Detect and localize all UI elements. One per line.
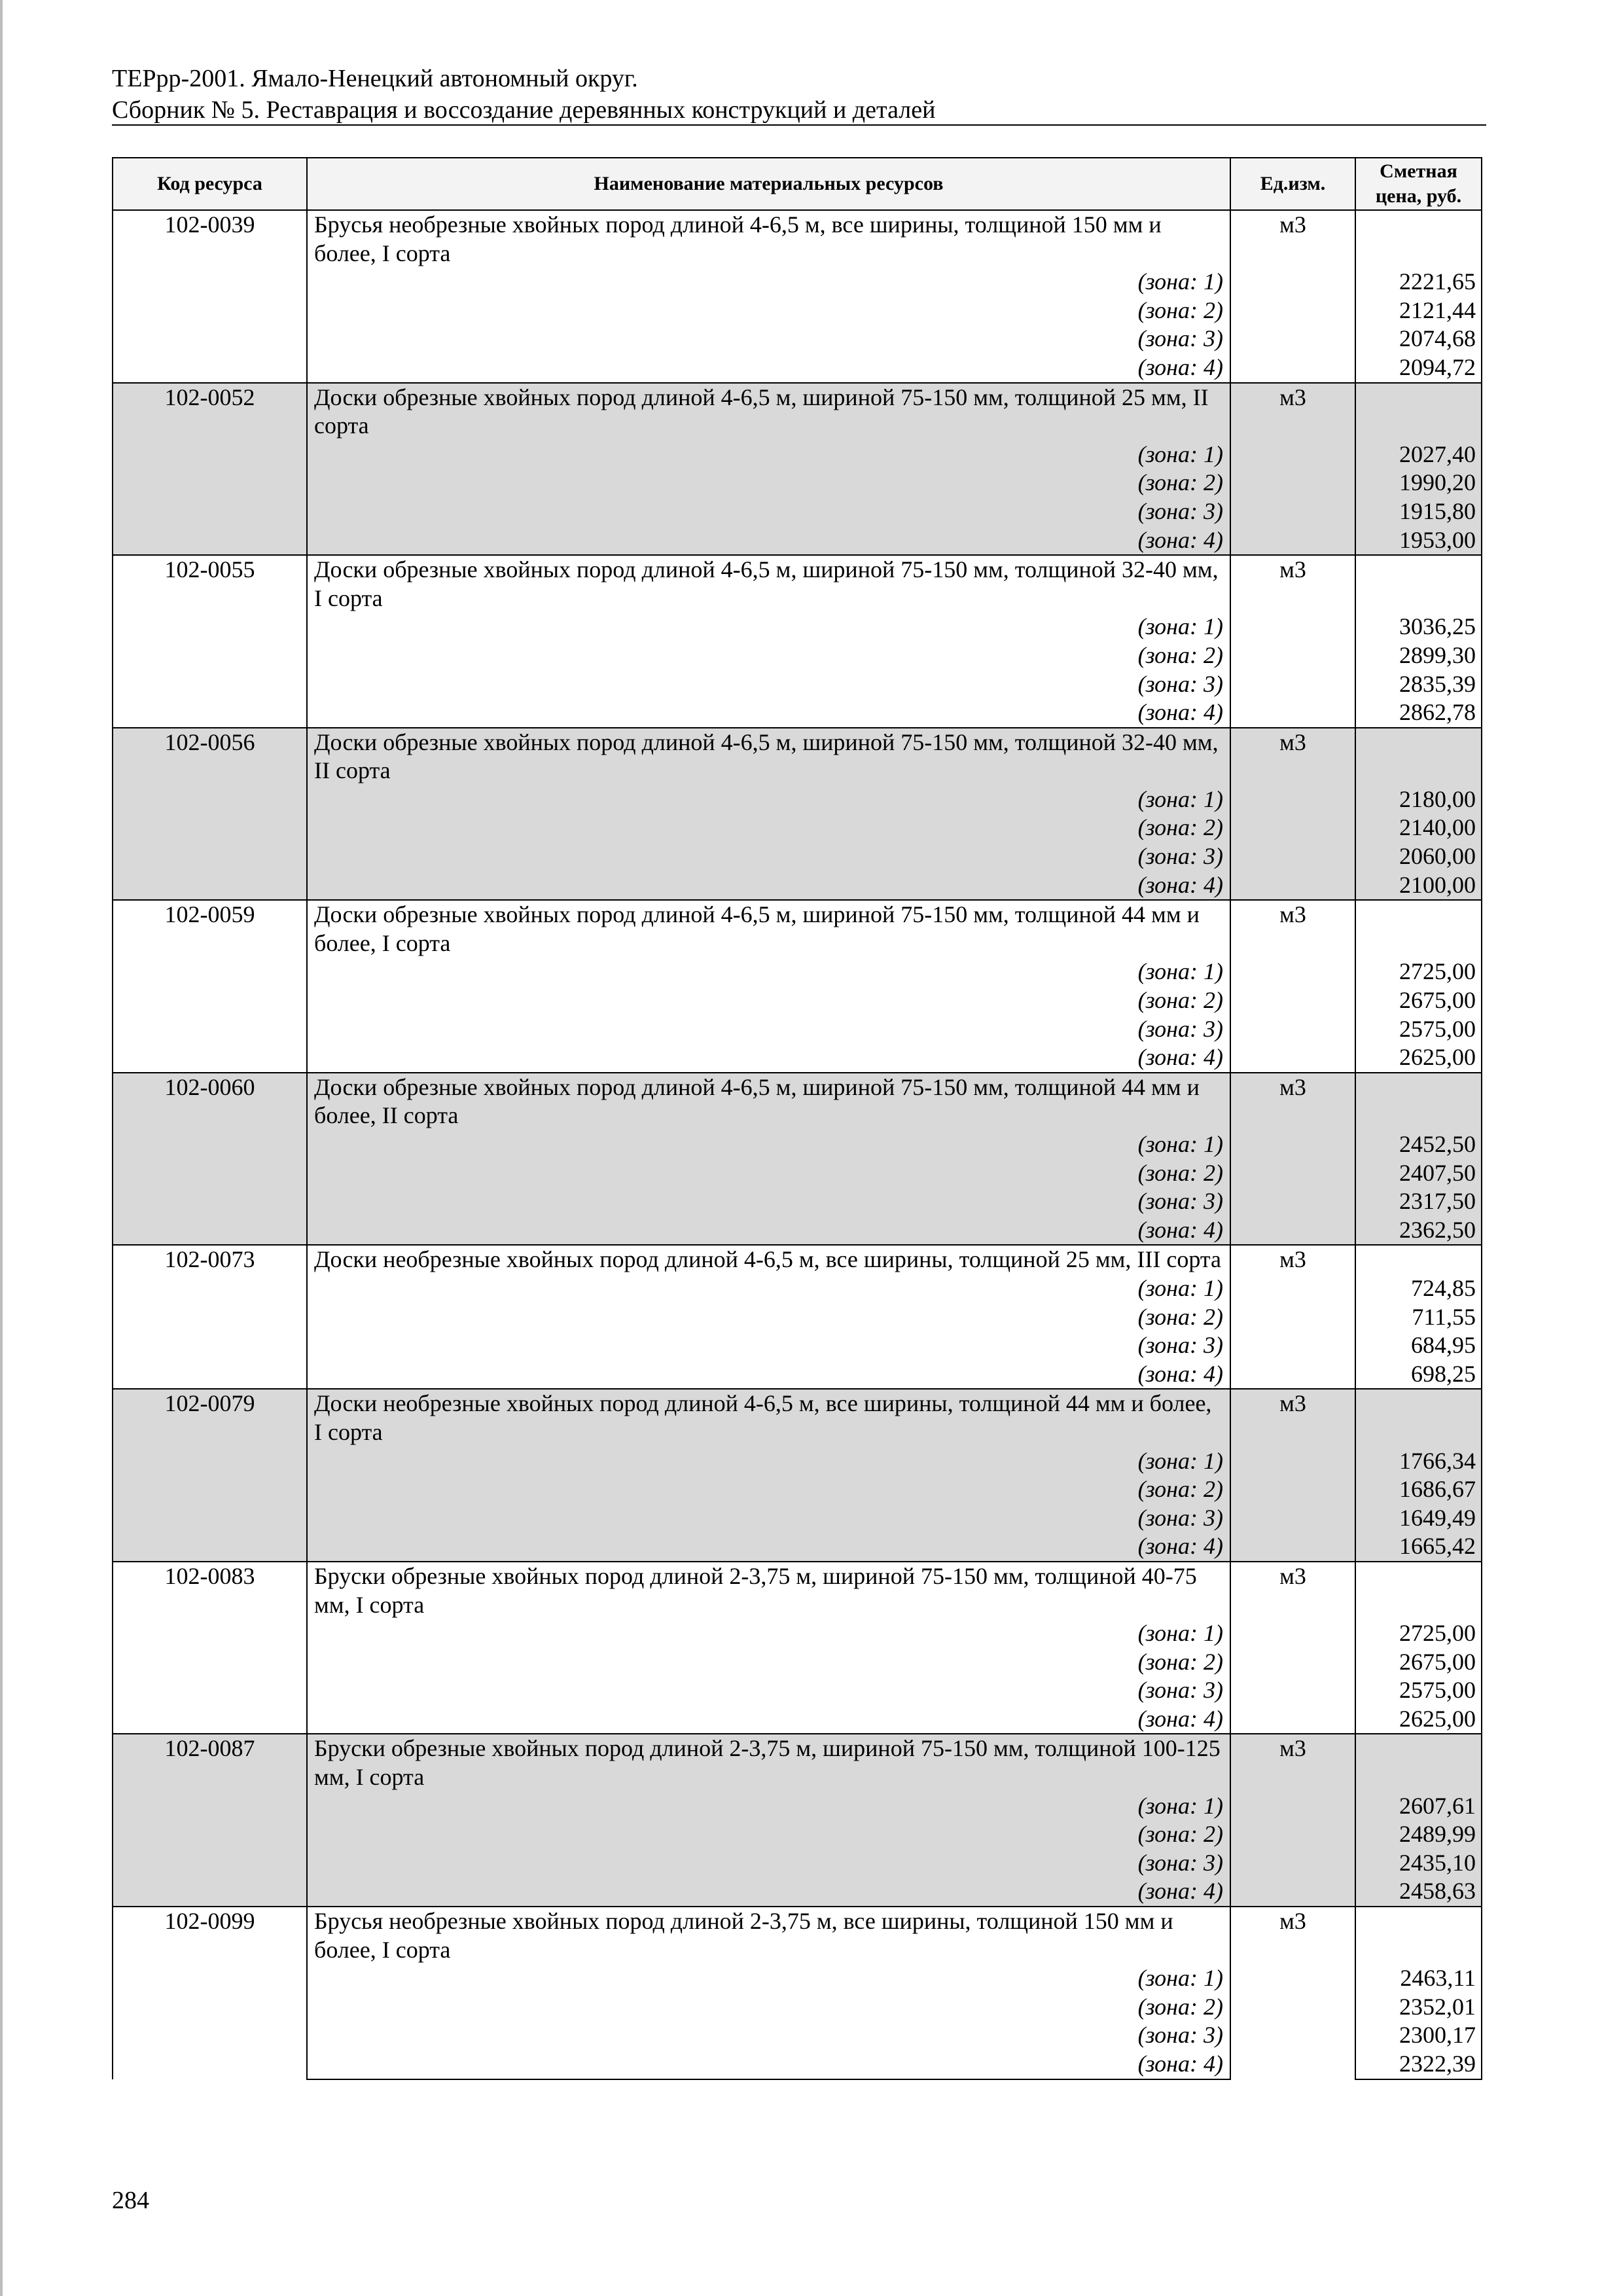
resource-code: 102-0083 bbox=[113, 1562, 307, 1734]
zone-price: 2362,50 bbox=[1355, 1216, 1482, 1246]
resource-unit: м3 bbox=[1230, 1073, 1355, 1246]
zone-price: 2625,00 bbox=[1355, 1705, 1482, 1734]
price-empty bbox=[1355, 1562, 1482, 1619]
zone-label: (зона: 3) bbox=[307, 2021, 1230, 2050]
resource-code: 102-0099 bbox=[113, 1907, 307, 2079]
resource-unit: м3 bbox=[1230, 1245, 1355, 1389]
zone-price: 2140,00 bbox=[1355, 814, 1482, 842]
column-header-unit: Ед.изм. bbox=[1230, 158, 1355, 210]
zone-label: (зона: 2) bbox=[307, 986, 1230, 1015]
page-number: 284 bbox=[112, 2187, 149, 2214]
zone-price: 2625,00 bbox=[1355, 1043, 1482, 1073]
zone-label: (зона: 1) bbox=[307, 1619, 1230, 1648]
zone-price: 2725,00 bbox=[1355, 1619, 1482, 1648]
resource-unit: м3 bbox=[1230, 1734, 1355, 1907]
zone-label: (зона: 2) bbox=[307, 469, 1230, 497]
table-row bbox=[113, 555, 1482, 613]
header-title: ТЕРрр-2001. Ямало-Ненецкий автономный округ. bbox=[112, 65, 638, 92]
resource-code: 102-0052 bbox=[113, 383, 307, 556]
zone-price: 2352,01 bbox=[1355, 1993, 1482, 2022]
zone-label: (зона: 2) bbox=[307, 1303, 1230, 1332]
zone-label: (зона: 2) bbox=[307, 1993, 1230, 2022]
page-edge-shadow bbox=[0, 0, 3, 2296]
zone-price: 2725,00 bbox=[1355, 958, 1482, 986]
price-empty bbox=[1355, 1389, 1482, 1446]
column-header-price-line2: цена, руб. bbox=[1375, 185, 1462, 207]
zone-price: 1766,34 bbox=[1355, 1447, 1482, 1476]
zone-price: 1686,67 bbox=[1355, 1475, 1482, 1504]
table-header bbox=[113, 158, 1482, 210]
column-header-price-line1: Сметная bbox=[1380, 160, 1457, 182]
header-rule bbox=[112, 124, 1486, 126]
zone-price: 2452,50 bbox=[1355, 1130, 1482, 1159]
resource-code: 102-0055 bbox=[113, 555, 307, 728]
table-row bbox=[113, 900, 1482, 958]
zone-price: 1953,00 bbox=[1355, 526, 1482, 556]
resource-unit: м3 bbox=[1230, 383, 1355, 556]
table-row bbox=[113, 210, 1482, 268]
zone-label: (зона: 1) bbox=[307, 1792, 1230, 1821]
zone-label: (зона: 2) bbox=[307, 814, 1230, 842]
price-empty bbox=[1355, 728, 1482, 785]
zone-label: (зона: 1) bbox=[307, 1447, 1230, 1476]
price-empty bbox=[1355, 900, 1482, 958]
zone-label: (зона: 4) bbox=[307, 2050, 1230, 2079]
zone-label: (зона: 3) bbox=[307, 1676, 1230, 1705]
zone-label: (зона: 3) bbox=[307, 1849, 1230, 1878]
zone-label: (зона: 4) bbox=[307, 871, 1230, 901]
zone-price: 2300,17 bbox=[1355, 2021, 1482, 2050]
table-row bbox=[113, 1245, 1482, 1274]
zone-label: (зона: 4) bbox=[307, 1216, 1230, 1246]
zone-label: (зона: 1) bbox=[307, 1964, 1230, 1993]
zone-label: (зона: 2) bbox=[307, 1159, 1230, 1188]
zone-label: (зона: 1) bbox=[307, 1130, 1230, 1159]
resource-code: 102-0039 bbox=[113, 210, 307, 383]
resource-group bbox=[113, 1734, 1482, 1907]
zone-price: 2463,11 bbox=[1355, 1964, 1482, 1993]
zone-price: 1649,49 bbox=[1355, 1504, 1482, 1533]
table-row bbox=[113, 1562, 1482, 1619]
zone-price: 2221,65 bbox=[1355, 268, 1482, 296]
zone-price: 2575,00 bbox=[1355, 1676, 1482, 1705]
resource-group bbox=[113, 1245, 1482, 1389]
zone-label: (зона: 2) bbox=[307, 1820, 1230, 1849]
zone-price: 1990,20 bbox=[1355, 469, 1482, 497]
zone-label: (зона: 3) bbox=[307, 1504, 1230, 1533]
zone-label: (зона: 2) bbox=[307, 296, 1230, 325]
zone-label: (зона: 3) bbox=[307, 1331, 1230, 1360]
zone-label: (зона: 1) bbox=[307, 613, 1230, 641]
zone-label: (зона: 1) bbox=[307, 1274, 1230, 1303]
resource-code: 102-0073 bbox=[113, 1245, 307, 1389]
zone-label: (зона: 4) bbox=[307, 526, 1230, 556]
zone-label: (зона: 4) bbox=[307, 353, 1230, 383]
zone-price: 2100,00 bbox=[1355, 871, 1482, 901]
zone-label: (зона: 4) bbox=[307, 1532, 1230, 1562]
zone-price: 2458,63 bbox=[1355, 1877, 1482, 1907]
zone-price: 2575,00 bbox=[1355, 1015, 1482, 1044]
resource-unit: м3 bbox=[1230, 1907, 1355, 2079]
table-row bbox=[113, 728, 1482, 785]
zone-label: (зона: 2) bbox=[307, 1648, 1230, 1677]
zone-price: 2094,72 bbox=[1355, 353, 1482, 383]
resource-name: Доски необрезные хвойных пород длиной 4-6,5 м, все ширины, толщиной 25 мм, III сорта bbox=[307, 1245, 1230, 1274]
resource-group bbox=[113, 728, 1482, 901]
price-empty bbox=[1355, 1073, 1482, 1130]
zone-price: 2899,30 bbox=[1355, 641, 1482, 670]
zone-price: 3036,25 bbox=[1355, 613, 1482, 641]
resource-code: 102-0060 bbox=[113, 1073, 307, 1246]
resource-name: Бруски обрезные хвойных пород длиной 2-3,75 м, шириной 75-150 мм, толщиной 40-75 мм, I сорта bbox=[307, 1562, 1230, 1619]
zone-price: 2322,39 bbox=[1355, 2050, 1482, 2079]
zone-price: 2121,44 bbox=[1355, 296, 1482, 325]
resource-name: Доски обрезные хвойных пород длиной 4-6,5 м, шириной 75-150 мм, толщиной 32-40 мм, II сорта bbox=[307, 728, 1230, 785]
zone-price: 684,95 bbox=[1355, 1331, 1482, 1360]
zone-label: (зона: 1) bbox=[307, 958, 1230, 986]
document-header bbox=[112, 63, 1486, 126]
resource-group bbox=[113, 1389, 1482, 1562]
resource-name: Брусья необрезные хвойных пород длиной 4-6,5 м, все ширины, толщиной 150 мм и более, I сорта bbox=[307, 210, 1230, 268]
zone-label: (зона: 4) bbox=[307, 698, 1230, 728]
zone-label: (зона: 1) bbox=[307, 785, 1230, 814]
zone-price: 2027,40 bbox=[1355, 440, 1482, 469]
resource-group bbox=[113, 1907, 1482, 2079]
zone-label: (зона: 3) bbox=[307, 325, 1230, 353]
zone-label: (зона: 3) bbox=[307, 1187, 1230, 1216]
resource-group bbox=[113, 210, 1482, 383]
resource-name: Бруски обрезные хвойных пород длиной 2-3,75 м, шириной 75-150 мм, толщиной 100-125 мм, I сорта bbox=[307, 1734, 1230, 1791]
resource-group bbox=[113, 383, 1482, 556]
resource-unit: м3 bbox=[1230, 900, 1355, 1073]
resources-table bbox=[112, 157, 1482, 2080]
price-empty bbox=[1355, 210, 1482, 268]
table-row bbox=[113, 383, 1482, 440]
zone-price: 1665,42 bbox=[1355, 1532, 1482, 1562]
resource-code: 102-0056 bbox=[113, 728, 307, 901]
resource-code: 102-0079 bbox=[113, 1389, 307, 1562]
zone-price: 2862,78 bbox=[1355, 698, 1482, 728]
zone-label: (зона: 1) bbox=[307, 268, 1230, 296]
resource-unit: м3 bbox=[1230, 728, 1355, 901]
price-empty bbox=[1355, 383, 1482, 440]
table-row bbox=[113, 1073, 1482, 1130]
zone-label: (зона: 3) bbox=[307, 842, 1230, 871]
resource-unit: м3 bbox=[1230, 210, 1355, 383]
resource-code: 102-0087 bbox=[113, 1734, 307, 1907]
zone-label: (зона: 1) bbox=[307, 440, 1230, 469]
zone-label: (зона: 4) bbox=[307, 1705, 1230, 1734]
zone-price: 2074,68 bbox=[1355, 325, 1482, 353]
zone-price: 2060,00 bbox=[1355, 842, 1482, 871]
column-header-code: Код ресурса bbox=[113, 158, 307, 210]
zone-price: 711,55 bbox=[1355, 1303, 1482, 1332]
zone-price: 698,25 bbox=[1355, 1360, 1482, 1390]
zone-label: (зона: 4) bbox=[307, 1360, 1230, 1390]
zone-price: 2835,39 bbox=[1355, 670, 1482, 699]
resource-name: Доски необрезные хвойных пород длиной 4-6,5 м, все ширины, толщиной 44 мм и более, I сорта bbox=[307, 1389, 1230, 1446]
zone-label: (зона: 2) bbox=[307, 1475, 1230, 1504]
zone-price: 2317,50 bbox=[1355, 1187, 1482, 1216]
resource-code: 102-0059 bbox=[113, 900, 307, 1073]
zone-label: (зона: 4) bbox=[307, 1043, 1230, 1073]
zone-price: 2675,00 bbox=[1355, 986, 1482, 1015]
resource-group bbox=[113, 900, 1482, 1073]
zone-label: (зона: 4) bbox=[307, 1877, 1230, 1907]
zone-label: (зона: 3) bbox=[307, 670, 1230, 699]
zone-price: 2407,50 bbox=[1355, 1159, 1482, 1188]
resource-unit: м3 bbox=[1230, 555, 1355, 728]
header-subtitle: Сборник № 5. Реставрация и воссоздание деревянных конструкций и деталей bbox=[112, 96, 936, 124]
zone-price: 2435,10 bbox=[1355, 1849, 1482, 1878]
resource-name: Доски обрезные хвойных пород длиной 4-6,5 м, шириной 75-150 мм, толщиной 44 мм и более, II сорта bbox=[307, 1073, 1230, 1130]
table-row bbox=[113, 1734, 1482, 1791]
table-row bbox=[113, 1389, 1482, 1446]
zone-price: 2489,99 bbox=[1355, 1820, 1482, 1849]
price-empty bbox=[1355, 555, 1482, 613]
zone-price: 1915,80 bbox=[1355, 497, 1482, 526]
price-empty bbox=[1355, 1907, 1482, 1964]
price-empty bbox=[1355, 1734, 1482, 1791]
zone-label: (зона: 3) bbox=[307, 497, 1230, 526]
zone-label: (зона: 3) bbox=[307, 1015, 1230, 1044]
zone-price: 724,85 bbox=[1355, 1274, 1482, 1303]
resource-group bbox=[113, 1562, 1482, 1734]
resource-name: Доски обрезные хвойных пород длиной 4-6,5 м, шириной 75-150 мм, толщиной 44 мм и более, I сорта bbox=[307, 900, 1230, 958]
resource-name: Доски обрезные хвойных пород длиной 4-6,5 м, шириной 75-150 мм, толщиной 25 мм, II сорта bbox=[307, 383, 1230, 440]
column-header-price bbox=[1355, 158, 1482, 210]
resource-group bbox=[113, 555, 1482, 728]
column-header-name: Наименование материальных ресурсов bbox=[307, 158, 1230, 210]
price-empty bbox=[1355, 1245, 1482, 1274]
zone-label: (зона: 2) bbox=[307, 641, 1230, 670]
resource-unit: м3 bbox=[1230, 1389, 1355, 1562]
resource-name: Доски обрезные хвойных пород длиной 4-6,5 м, шириной 75-150 мм, толщиной 32-40 мм, I сорта bbox=[307, 555, 1230, 613]
table-row bbox=[113, 1907, 1482, 1964]
zone-price: 2675,00 bbox=[1355, 1648, 1482, 1677]
resource-unit: м3 bbox=[1230, 1562, 1355, 1734]
zone-price: 2607,61 bbox=[1355, 1792, 1482, 1821]
resource-name: Брусья необрезные хвойных пород длиной 2-3,75 м, все ширины, толщиной 150 мм и более, I сорта bbox=[307, 1907, 1230, 1964]
resource-group bbox=[113, 1073, 1482, 1246]
zone-price: 2180,00 bbox=[1355, 785, 1482, 814]
